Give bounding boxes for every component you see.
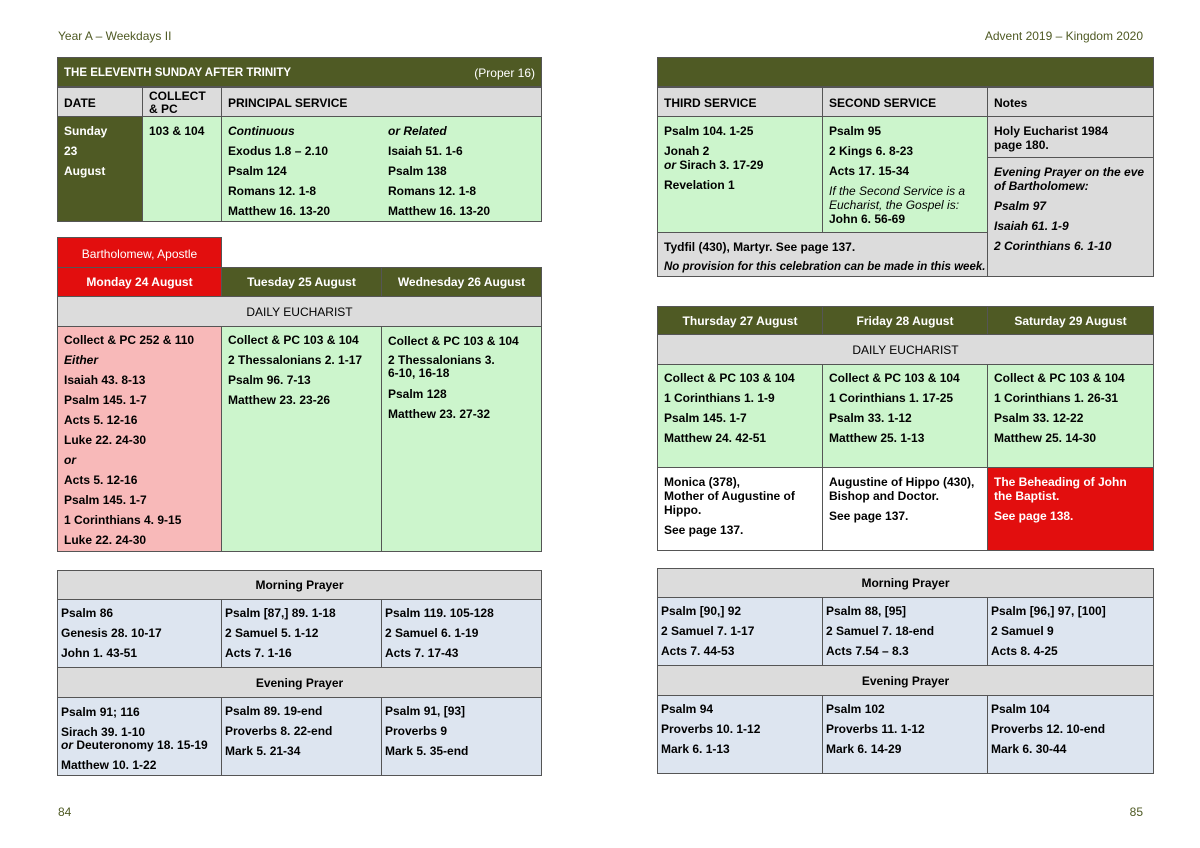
ep-monday	[57, 697, 222, 776]
reading-line: Acts 7. 1-16	[225, 646, 292, 660]
page-number-right: 85	[1129, 805, 1143, 819]
text-line: Bishop and Doctor.	[829, 489, 940, 503]
reading-line: Psalm [96,] 97, [100]	[991, 604, 1106, 618]
reading-line: Psalm 104	[991, 702, 1050, 716]
reading-line: Psalm 33. 1-12	[829, 411, 912, 425]
day-header-monday: Monday 24 August	[57, 267, 222, 297]
reading-line: 2 Thessalonians 2. 1-17	[228, 353, 363, 367]
commem-beheading-john-baptist	[987, 467, 1154, 551]
text-line: Psalm 104. 1-25	[664, 124, 754, 138]
text-line: Bartholomew, Apostle	[81, 247, 198, 261]
reading-line: Romans 12. 1-8	[228, 184, 317, 198]
reading-line: Psalm 95	[829, 124, 882, 138]
reading-line: Proverbs 11. 1-12	[826, 722, 925, 736]
reading-line: Collect & PC 103 & 104	[228, 333, 359, 347]
text-line: Eucharist, the Gospel is:	[829, 198, 960, 212]
reading-line: 1 Corinthians 1. 26-31	[994, 391, 1119, 405]
reading-line: or	[64, 453, 76, 467]
text-line	[991, 699, 1105, 759]
text-line: Psalm 128	[388, 387, 447, 401]
ep-saturday	[987, 695, 1154, 774]
text-line: Tydfil (430), Martyr. See page 137.	[664, 240, 856, 254]
text-line: Matthew 23. 27-32	[388, 407, 491, 421]
col-header-principal	[221, 87, 542, 117]
mp-saturday	[987, 597, 1154, 666]
mp-monday	[57, 599, 222, 668]
running-header-left: Year A – Weekdays II	[58, 29, 172, 43]
reading-line: Acts 5. 12-16	[64, 473, 138, 487]
reading-line: Psalm 86	[61, 606, 114, 620]
col-header-collect	[142, 87, 222, 117]
morning-prayer-header-week1: Morning Prayer	[57, 570, 542, 600]
feast-label	[57, 237, 222, 268]
third-service-cell	[657, 116, 823, 233]
reading-line: Proverbs 12. 10-end	[991, 722, 1106, 736]
reading-line: Acts 17. 15-34	[829, 164, 910, 178]
monday-eucharist-cell	[57, 326, 222, 552]
text-line	[61, 603, 162, 663]
text-line	[225, 603, 336, 663]
text-line	[829, 368, 960, 448]
reading-line: 2 Samuel 5. 1-12	[225, 626, 319, 640]
reading-line: Proverbs 9	[385, 724, 448, 738]
continuation-title-bar	[657, 57, 1154, 87]
reading-line: Luke 22. 24-30	[64, 533, 147, 547]
reading-line: Psalm 91, [93]	[385, 704, 466, 718]
reading-line: Collect & PC 103 & 104	[994, 371, 1125, 385]
text-line: Sirach 39. 1-10	[61, 725, 146, 739]
text-line: SECOND SERVICE	[829, 96, 937, 110]
reading-line: Psalm 124	[228, 164, 287, 178]
text-line: Matthew 10. 1-22	[61, 758, 157, 772]
reading-line: Acts 7. 44-53	[661, 644, 735, 658]
text-line: Hippo.	[664, 503, 702, 517]
reading-line: 1 Corinthians 1. 1-9	[664, 391, 775, 405]
text-line	[991, 601, 1106, 661]
text-line: COLLECT	[149, 89, 206, 103]
text-line: If the Second Service is a	[829, 184, 966, 198]
sunday-title-bar	[57, 57, 542, 87]
text-line	[826, 601, 934, 661]
reading-line: Genesis 28. 10-17	[61, 626, 162, 640]
col-header-date	[57, 87, 143, 117]
text-line: The Beheading of John	[994, 475, 1127, 489]
text-line: & PC	[149, 102, 178, 116]
commem-augustine	[822, 467, 988, 551]
text-line: Notes	[994, 96, 1028, 110]
reading-line: Collect & PC 252 & 110	[64, 333, 195, 347]
reading-line: Mark 6. 30-44	[991, 742, 1067, 756]
ep-tuesday	[221, 697, 382, 776]
notes-eucharist-cell	[987, 116, 1154, 158]
page-number-left: 84	[58, 805, 72, 819]
reading-line: Psalm 96. 7-13	[228, 373, 311, 387]
reading-line: Psalm 119. 105-128	[385, 606, 494, 620]
text-line: No provision for this celebration can be made in this week.	[664, 261, 986, 273]
text-line	[661, 601, 754, 661]
text-line: Psalm 91; 116	[61, 705, 140, 719]
text-line: of Bartholomew:	[994, 179, 1089, 193]
reading-line: Acts 7. 17-43	[385, 646, 459, 660]
reading-line: 2 Kings 6. 8-23	[829, 144, 914, 158]
reading-line: Either	[64, 353, 99, 367]
text-line: Psalm 97	[994, 199, 1047, 213]
text-line: Collect & PC 103 & 104	[388, 334, 519, 348]
reading-line: Mark 5. 21-34	[225, 744, 301, 758]
reading-line: Exodus 1.8 – 2.10	[228, 144, 329, 158]
reading-line: Matthew 25. 14-30	[994, 431, 1097, 445]
text-line: 2 Thessalonians 3.	[388, 353, 495, 367]
reading-line: Psalm 88, [95]	[826, 604, 907, 618]
ep-thursday	[657, 695, 823, 774]
reading-line: Mark 6. 1-13	[661, 742, 730, 756]
reading-line: 2 Samuel 7. 1-17	[661, 624, 755, 638]
text-line: 2 Corinthians 6. 1-10	[994, 239, 1112, 253]
reading-line: 2 Samuel 7. 18-end	[826, 624, 935, 638]
mp-wednesday	[381, 599, 542, 668]
reading-line: Psalm 145. 1-7	[64, 393, 147, 407]
text-line	[661, 699, 760, 759]
reading-line: Romans 12. 1-8	[388, 184, 477, 198]
reading-line: Isaiah 51. 1-6	[388, 144, 463, 158]
text-line: Isaiah 61. 1-9	[994, 219, 1069, 233]
reading-line: Psalm 138	[388, 164, 447, 178]
text-line	[225, 701, 332, 761]
reading-line: Collect & PC 103 & 104	[829, 371, 960, 385]
reading-line: 1 Corinthians 4. 9-15	[64, 513, 182, 527]
reading-line: Psalm 89. 19-end	[225, 704, 323, 718]
reading-line: Mark 6. 14-29	[826, 742, 902, 756]
text-line	[829, 121, 913, 181]
reading-line: Psalm 145. 1-7	[64, 493, 147, 507]
reading-line: John 1. 43-51	[61, 646, 138, 660]
principal-service-cell	[221, 116, 542, 222]
text-line: or Deuteronomy 18. 15-19	[61, 738, 208, 752]
day-header-tuesday: Tuesday 25 August	[221, 267, 382, 297]
proper-label: (Proper 16)	[474, 66, 535, 80]
evening-prayer-header-week1: Evening Prayer	[57, 667, 542, 698]
reading-line: Psalm [90,] 92	[661, 604, 742, 618]
text-line	[385, 701, 468, 761]
mp-thursday	[657, 597, 823, 666]
col-header-second	[822, 87, 988, 117]
wednesday-eucharist-cell	[381, 326, 542, 552]
day-header-saturday: Saturday 29 August	[987, 306, 1154, 335]
text-line	[664, 368, 795, 448]
reading-line: Acts 8. 4-25	[991, 644, 1058, 658]
text-line: Evening Prayer on the eve	[994, 165, 1145, 179]
reading-line: 23	[64, 144, 78, 158]
reading-line: Isaiah 43. 8-13	[64, 373, 146, 387]
reading-line: Matthew 25. 1-13	[829, 431, 925, 445]
reading-line: Proverbs 10. 1-12	[661, 722, 761, 736]
reading-line: Acts 7.54 – 8.3	[826, 644, 909, 658]
text-line: or Sirach 3. 17-29	[664, 158, 764, 172]
text-line: 6-10, 16-18	[388, 366, 450, 380]
text-line	[228, 330, 362, 410]
tydfil-commemoration-cell	[657, 232, 988, 277]
running-header-right: Advent 2019 – Kingdom 2020	[984, 29, 1143, 43]
text-line: the Baptist.	[994, 489, 1060, 503]
related-readings	[388, 121, 490, 221]
saturday-eucharist-cell	[987, 364, 1154, 468]
tuesday-eucharist-cell	[221, 326, 382, 552]
text-line	[64, 330, 194, 550]
mp-tuesday	[221, 599, 382, 668]
text-line: Jonah 2	[664, 144, 710, 158]
reading-line: Mark 5. 35-end	[385, 744, 469, 758]
mp-friday	[822, 597, 988, 666]
day-header-friday: Friday 28 August	[822, 306, 988, 335]
text-line: See page 138.	[994, 509, 1074, 523]
thursday-eucharist-cell	[657, 364, 823, 468]
text-line	[994, 368, 1125, 448]
reading-line: or Related	[388, 124, 447, 138]
sunday-title: THE ELEVENTH SUNDAY AFTER TRINITY	[64, 67, 292, 79]
reading-line: 2 Samuel 6. 1-19	[385, 626, 479, 640]
text-line: Monica (378),	[664, 475, 741, 489]
text-line: John 6. 56-69	[829, 212, 906, 226]
text-line: See page 137.	[829, 509, 909, 523]
text-line	[64, 121, 107, 181]
day-header-wednesday: Wednesday 26 August	[381, 267, 542, 297]
sunday-collect-cell	[142, 116, 222, 222]
reading-line: 1 Corinthians 1. 17-25	[829, 391, 954, 405]
reading-line: Acts 5. 12-16	[64, 413, 138, 427]
text-line: page 180.	[994, 138, 1049, 152]
morning-prayer-header-week2: Morning Prayer	[657, 568, 1154, 598]
text-line: Revelation 1	[664, 178, 735, 192]
text-line: DATE	[64, 96, 96, 110]
reading-line: Psalm 145. 1-7	[664, 411, 747, 425]
ep-wednesday	[381, 697, 542, 776]
daily-eucharist-header: DAILY EUCHARIST	[57, 296, 542, 327]
second-service-cell	[822, 116, 988, 233]
reading-line: Matthew 16. 13-20	[228, 204, 331, 218]
reading-line: 2 Samuel 9	[991, 624, 1054, 638]
sunday-date-cell	[57, 116, 143, 222]
text-line: 103 & 104	[149, 124, 205, 138]
continuous-readings	[228, 121, 330, 221]
reading-line: Psalm [87,] 89. 1-18	[225, 606, 336, 620]
reading-line: Psalm 33. 12-22	[994, 411, 1084, 425]
reading-line: Continuous	[228, 124, 295, 138]
text-line	[385, 603, 494, 663]
day-header-thursday: Thursday 27 August	[657, 306, 823, 335]
text-line: See page 137.	[664, 523, 744, 537]
reading-line: Luke 22. 24-30	[64, 433, 147, 447]
evening-prayer-header-week2: Evening Prayer	[657, 665, 1154, 696]
reading-line: August	[64, 164, 106, 178]
commem-monica	[657, 467, 823, 551]
col-header-third	[657, 87, 823, 117]
text-line: Augustine of Hippo (430),	[829, 475, 975, 489]
reading-line: Collect & PC 103 & 104	[664, 371, 795, 385]
daily-eucharist-header-week2: DAILY EUCHARIST	[657, 334, 1154, 365]
reading-line: Matthew 23. 23-26	[228, 393, 331, 407]
text-line	[826, 699, 925, 759]
reading-line: Psalm 102	[826, 702, 885, 716]
text-line: PRINCIPAL SERVICE	[228, 96, 348, 110]
col-header-notes	[987, 87, 1154, 117]
friday-eucharist-cell	[822, 364, 988, 468]
ep-friday	[822, 695, 988, 774]
text-line: Mother of Augustine of	[664, 489, 795, 503]
reading-line: Proverbs 8. 22-end	[225, 724, 333, 738]
text-line: THIRD SERVICE	[664, 96, 757, 110]
notes-evening-prayer-cell	[987, 157, 1154, 277]
text-line: Holy Eucharist 1984	[994, 124, 1109, 138]
reading-line: Sunday	[64, 124, 108, 138]
reading-line: Matthew 24. 42-51	[664, 431, 767, 445]
reading-line: Matthew 16. 13-20	[388, 204, 491, 218]
reading-line: Psalm 94	[661, 702, 714, 716]
